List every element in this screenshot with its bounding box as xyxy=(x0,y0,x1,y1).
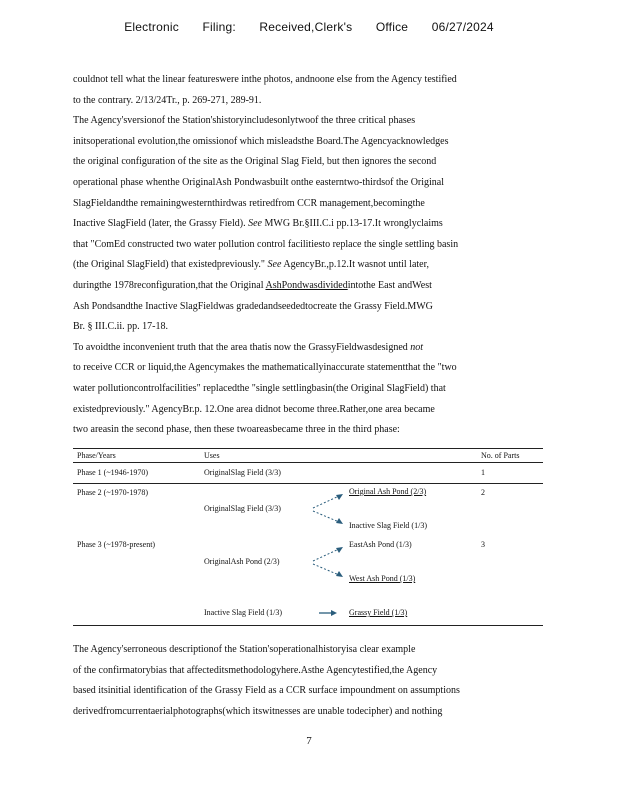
p2-line-3: the original configuration of the site as the Original Slag Field, but then ignores the second xyxy=(73,156,437,168)
p4-line-1: The Agency'serroneous descriptionof the Station'soperationalhistoryisa clear example xyxy=(73,644,416,655)
header-electronic: Electronic xyxy=(124,20,179,34)
header-filing: Filing: xyxy=(202,20,236,34)
p2-line-7: that "ComEd constructed two water pollution control facilitiesto replace the single settling basin xyxy=(73,238,459,250)
p3-line-2: to receive CCR or liquid,the Agencymakes the mathematicallyinaccurate statementthat the "two xyxy=(73,362,457,374)
p1-line-2: to the contrary. 2/13/24Tr., p. 269-271, 289-91. xyxy=(73,94,262,106)
th-phase-years: Phase/Years xyxy=(77,451,116,460)
phase2-source: OriginalSlag Field (3/3) xyxy=(204,504,281,513)
paragraph-3 xyxy=(73,338,543,441)
arrow-phase3-down xyxy=(311,562,345,580)
p2-line-2: initsoperational evolution,the omissionof which misleadsthe Board.The Agencyacknowledges xyxy=(73,135,449,147)
paragraph-4 xyxy=(73,640,543,722)
phase2-parts: 2 xyxy=(481,488,485,497)
p2-see-signal-1: See xyxy=(248,218,262,230)
p4-line-3: based itsinitial identification of the Grassy Field as a CCR surface impoundment on assumptions xyxy=(73,685,460,697)
phase3-out-grassy-field: Grassy Field (1/3) xyxy=(349,608,408,617)
p3-line-4: existedpreviously." AgencyBr.p. 12.One area didnot become three.Rather,one area became xyxy=(73,403,435,415)
phase1-use: OriginalSlag Field (3/3) xyxy=(204,468,281,477)
phase3-out-west-ash-pond: West Ash Pond (1/3) xyxy=(349,574,416,583)
p2-line-4: operational phase whenthe OriginalAsh Pondwasbuilt onthe easterntwo-thirdsof the Original xyxy=(73,176,445,188)
phase3-label: Phase 3 (~1978-present) xyxy=(77,540,156,549)
p2-line-9a: duringthe 1978reconfiguration,that the Original xyxy=(73,279,264,291)
p2-line-8a: (the Original SlagField) that existedpreviously." xyxy=(73,259,266,271)
p2-line-5: SlagFieldandthe remainingwesternthirdwas retiredfrom CCR management,becomingthe xyxy=(73,197,425,209)
phase3-out-east-ash-pond: EastAsh Pond (1/3) xyxy=(349,540,412,549)
paragraph-2 xyxy=(73,111,543,338)
row-separator xyxy=(73,483,543,484)
phase1-label: Phase 1 (~1946-1970) xyxy=(77,468,148,477)
arrow-phase2-down xyxy=(311,509,345,527)
page-number: 7 xyxy=(306,735,312,747)
header-date: 06/27/2024 xyxy=(431,20,494,34)
th-parts: No. of Parts xyxy=(481,451,520,460)
paragraph-4-text xyxy=(73,640,543,722)
phase2-label: Phase 2 (~1970-1978) xyxy=(77,488,148,497)
p2-line-8b: AgencyBr.,p.12.It wasnot until later, xyxy=(283,259,430,271)
phase2-out-inactive-slag-field: Inactive Slag Field (1/3) xyxy=(349,521,427,530)
p3-line-1a: To avoidthe inconvenient truth that the area thatis now the GrassyFieldwasdesigned xyxy=(73,341,408,353)
p2-line-6a: Inactive SlagField (later, the Grassy Field). xyxy=(73,218,246,230)
p3-not-emphasis: not xyxy=(410,341,424,353)
p2-line-1: The Agency'sversionof the Station'shistoryincludesonlytwoof the three critical phases xyxy=(73,115,416,127)
p2-line-11: Br. § III.C.ii. pp. 17-18. xyxy=(73,321,168,333)
p2-line-10: Ash Pondsandthe Inactive SlagFieldwas gradedandseededtocreate the Grassy Field.MWG xyxy=(73,300,433,312)
p4-line-4: derivedfromcurrentaerialphotographs(which itswitnesses are unable todecipher) and nothing xyxy=(73,705,443,717)
body-text xyxy=(73,70,543,441)
p2-line-6b: MWG Br.§III.C.i pp.13-17.It wronglyclaims xyxy=(264,218,443,230)
arrow-phase3-right xyxy=(319,609,339,617)
header-office: Office xyxy=(375,20,409,34)
phase-table xyxy=(73,448,543,626)
p2-line-9b: intothe East andWest xyxy=(347,279,432,291)
p3-line-5: two areasin the second phase, then these twoareasbecame three in the third phase: xyxy=(73,424,400,436)
p3-line-3: water pollutioncontrolfacilities" replacedthe "single settlingbasin(the Original SlagField) that xyxy=(73,382,446,394)
header-rule xyxy=(73,462,543,463)
filing-header xyxy=(0,20,618,34)
p2-underlined-phrase: AshPondwasdivided xyxy=(265,279,348,291)
phase1-parts: 1 xyxy=(481,468,485,477)
phase3-source-inactive-slag: Inactive Slag Field (1/3) xyxy=(204,608,282,617)
phase2-out-original-ash-pond: Original Ash Pond (2/3) xyxy=(349,487,427,496)
phase3-parts: 3 xyxy=(481,540,485,549)
paragraph-1 xyxy=(73,70,543,111)
phase3-source-ash-pond: OriginalAsh Pond (2/3) xyxy=(204,557,280,566)
header-received: Received,Clerk's xyxy=(259,20,353,34)
p4-line-2: of the confirmatorybias that affecteditsmethodologyhere.Asthe Agencytestified,the Agency xyxy=(73,664,438,676)
th-uses: Uses xyxy=(204,451,220,460)
p2-see-signal-2: See xyxy=(267,259,282,271)
p1-line-1: couldnot tell what the linear featureswere inthe photos, andnoone else from the Agency testified xyxy=(73,74,457,85)
